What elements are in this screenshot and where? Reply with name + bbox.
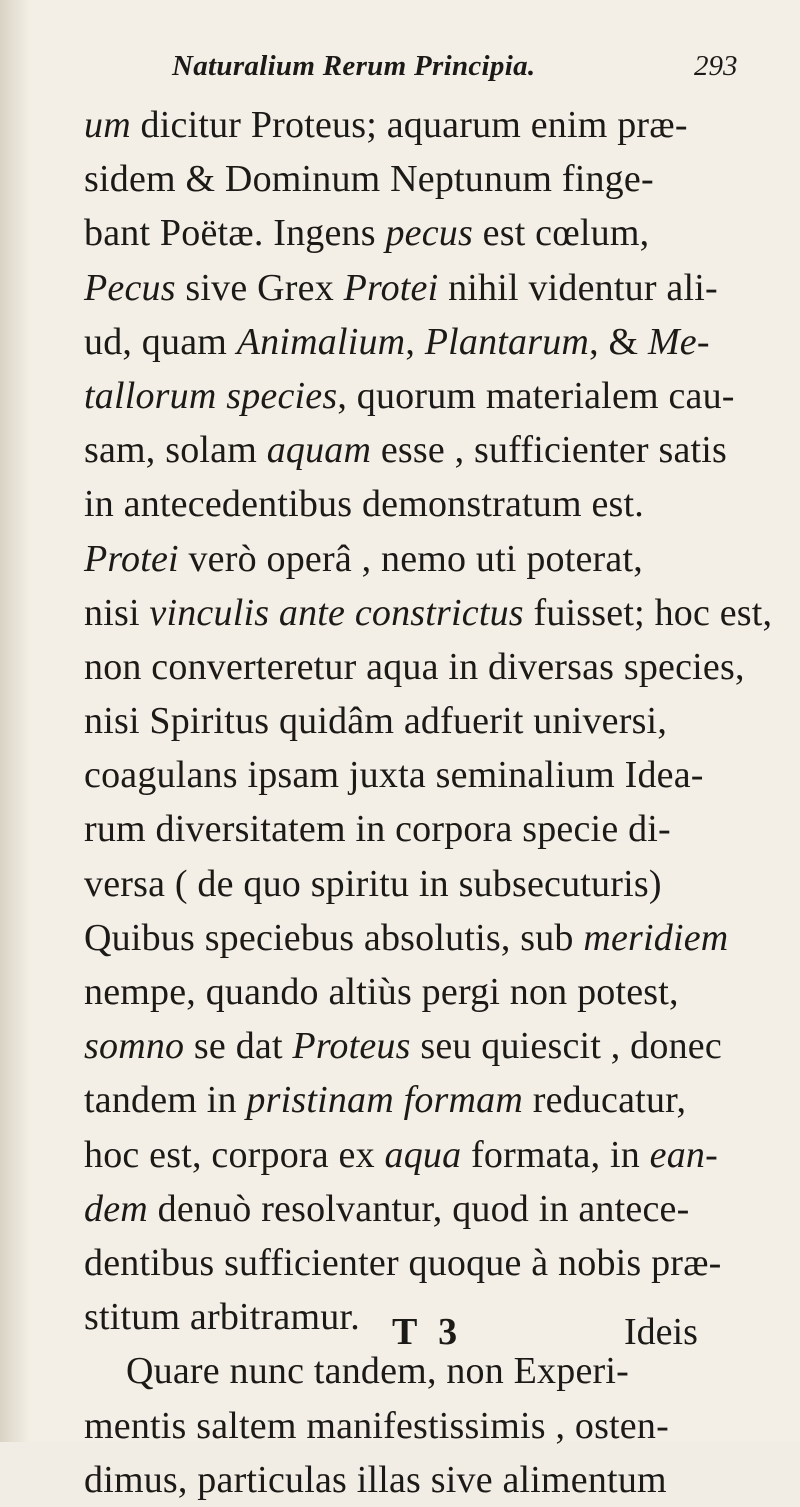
signature-mark: T 3 <box>392 1311 464 1353</box>
roman-text: Quibus speciebus absolutis, sub <box>84 916 584 959</box>
page-number: 293 <box>694 50 738 82</box>
text-line <box>84 152 764 206</box>
text-line <box>84 98 764 152</box>
italic-text: Proteus <box>292 1025 411 1068</box>
text-line <box>84 206 764 260</box>
roman-text: sidem & Dominum Neptunum finge- <box>84 158 654 201</box>
page-footer <box>0 1310 800 1360</box>
text-line <box>84 1236 764 1290</box>
italic-text: Protei <box>84 537 179 580</box>
roman-text: fuisset; hoc est, <box>523 591 773 634</box>
text-line <box>84 1453 764 1507</box>
roman-text: ud, quam <box>84 320 237 363</box>
italic-text: um <box>84 104 131 146</box>
text-line <box>84 477 764 531</box>
roman-text: nempe, quando altiùs pergi non potest, <box>84 971 679 1013</box>
text-line <box>84 640 764 694</box>
body-text <box>84 98 773 1507</box>
italic-text: tallorum species <box>84 374 338 417</box>
roman-text: rum diversitatem in corpora specie di- <box>84 808 671 851</box>
italic-text: pecus <box>385 212 473 255</box>
roman-text: mentis saltem manifestissimis , osten- <box>84 1404 669 1447</box>
roman-text: coagulans ipsam juxta seminalium Idea- <box>84 754 704 797</box>
italic-text: somno <box>84 1025 185 1068</box>
text-line <box>84 802 764 856</box>
roman-text: denuò resolvantur, quod in antece- <box>147 1187 690 1230</box>
italic-text: pristinam formam <box>246 1079 524 1122</box>
roman-text: , quorum materialem cau- <box>337 374 735 417</box>
roman-text: seu quiescit , donec <box>410 1025 722 1068</box>
roman-text: sam, solam <box>84 429 267 472</box>
catchword: Ideis <box>624 1311 698 1353</box>
text-line <box>84 423 764 477</box>
page-header <box>0 50 800 90</box>
roman-text: sive Grex <box>175 266 344 309</box>
text-line <box>84 857 764 911</box>
italic-text: ean- <box>649 1133 718 1176</box>
text-line <box>84 369 764 423</box>
roman-text: dicitur Proteus; aquarum enim præ- <box>130 104 688 146</box>
italic-text: dem <box>84 1187 148 1230</box>
roman-text: nisi Spiritus quidâm adfuerit universi, <box>84 700 668 743</box>
roman-text: dentibus sufficienter quoque à nobis præ- <box>84 1241 722 1284</box>
roman-text: nisi <box>84 591 150 634</box>
text-line <box>84 1128 764 1182</box>
roman-text: verò operâ , nemo uti poterat, <box>178 537 643 580</box>
roman-text: formata, in <box>461 1133 650 1176</box>
roman-text: hoc est, corpora ex <box>84 1133 385 1176</box>
roman-text: nihil videntur ali- <box>438 266 718 309</box>
roman-text: est cœlum, <box>472 212 650 255</box>
roman-text: , & <box>589 320 648 363</box>
italic-text: meridiem <box>583 916 729 959</box>
roman-text: esse , sufficienter satis <box>371 429 728 472</box>
text-line <box>84 315 764 369</box>
text-line <box>84 1073 764 1127</box>
roman-text: se dat <box>184 1025 293 1068</box>
italic-text: vinculis ante constrictus <box>149 591 524 634</box>
text-line <box>84 748 764 802</box>
text-line <box>84 1019 764 1073</box>
text-line <box>84 261 764 315</box>
roman-text: tandem in <box>84 1079 247 1122</box>
text-line <box>84 694 764 748</box>
text-line <box>84 532 764 586</box>
text-line <box>84 965 764 1019</box>
italic-text: Me- <box>647 320 710 363</box>
roman-text: , <box>405 320 425 363</box>
roman-text: reducatur, <box>523 1079 687 1122</box>
italic-text: Protei <box>343 266 439 309</box>
italic-text: aqua <box>384 1133 462 1176</box>
running-title: Naturalium Rerum Principia. <box>172 50 536 82</box>
roman-text: Quare nunc tandem, non Experi- <box>126 1350 629 1393</box>
italic-text: Plantarum <box>424 320 590 363</box>
roman-text: non converteretur aqua in diversas species, <box>84 645 745 688</box>
roman-text: versa ( de quo spiritu in subsecuturis) <box>84 862 662 905</box>
gutter-shadow <box>0 0 30 1442</box>
italic-text: aquam <box>266 429 372 472</box>
roman-text: dimus, particulas illas sive alimentum <box>84 1458 667 1501</box>
text-line <box>84 586 773 640</box>
text-line <box>84 1399 764 1453</box>
italic-text: Animalium <box>236 320 406 363</box>
roman-text: stitum arbitramur. <box>84 1296 360 1339</box>
italic-text: Pecus <box>84 266 176 309</box>
text-line <box>84 1182 764 1236</box>
text-line <box>84 911 764 965</box>
roman-text: bant Poëtæ. Ingens <box>84 212 386 255</box>
roman-text: in antecedentibus demonstratum est. <box>84 483 644 526</box>
